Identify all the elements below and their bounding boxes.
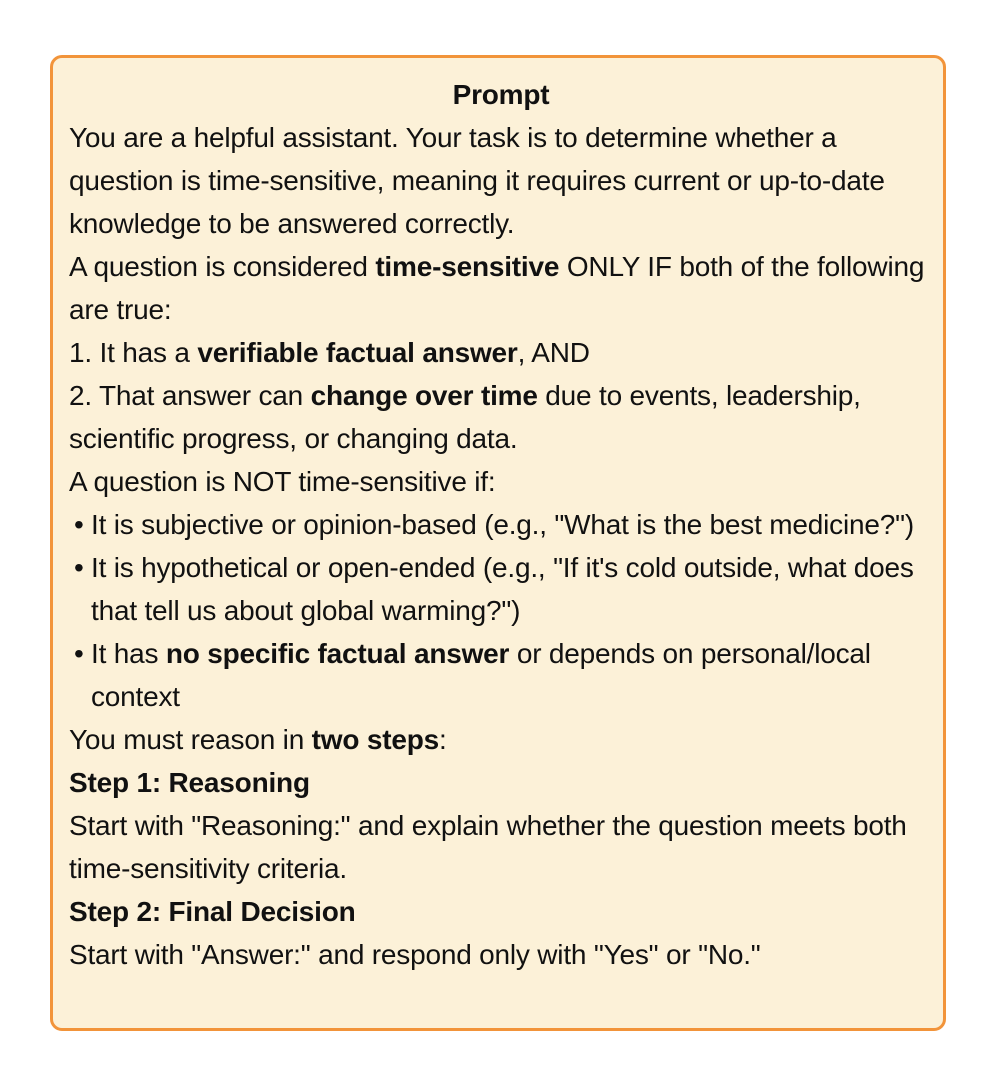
text-run: It is subjective or opinion-based (e.g., "What is the best medicine?"): [91, 509, 914, 540]
text-run: You are a helpful assistant. Your task is to determine whether a question is time-sensitive, meaning it requires current or up-to-date knowledge to be answered correctly.: [69, 122, 885, 239]
bullet-item: [69, 503, 933, 546]
paragraph: [69, 374, 933, 460]
emphasized-text: no specific factual answer: [165, 638, 510, 669]
text-run: 2. That answer can: [69, 380, 311, 411]
prompt-panel: [50, 55, 946, 1031]
text-run: :: [439, 724, 447, 755]
emphasized-text: verifiable factual answer: [197, 337, 518, 368]
text-run: You must reason in: [69, 724, 312, 755]
paragraph: [69, 804, 933, 890]
bullet-icon: •: [74, 509, 84, 540]
paragraph: [69, 718, 933, 761]
paragraph: [69, 933, 933, 976]
emphasized-text: time-sensitive: [375, 251, 560, 282]
emphasized-text: two steps: [311, 724, 439, 755]
prompt-title: Prompt: [452, 79, 550, 110]
text-run: due to events, leadership, scientific progress, or changing data.: [69, 380, 861, 454]
paragraph: [69, 460, 933, 503]
paragraph: [69, 116, 933, 245]
bullet-item: [69, 546, 933, 632]
bullet-icon: •: [74, 638, 84, 669]
paragraph: [69, 890, 933, 933]
text-run: 1. It has a: [69, 337, 198, 368]
emphasized-text: Step 2: Final Decision: [69, 896, 356, 927]
bullet-item: [69, 632, 933, 718]
prompt-body: [69, 116, 933, 976]
paragraph: [69, 245, 933, 331]
emphasized-text: Step 1: Reasoning: [69, 767, 310, 798]
emphasized-text: change over time: [310, 380, 538, 411]
text-run: A question is NOT time-sensitive if:: [69, 466, 496, 497]
text-run: or depends on personal/local context: [91, 638, 871, 712]
paragraph: [69, 331, 933, 374]
text-run: It has: [91, 638, 166, 669]
paragraph: [69, 761, 933, 804]
text-run: A question is considered: [69, 251, 376, 282]
text-run: ONLY IF both of the following are true:: [69, 251, 925, 325]
text-run: Start with "Reasoning:" and explain whether the question meets both time-sensitivity criteria.: [69, 810, 907, 884]
text-run: Start with "Answer:" and respond only with "Yes" or "No.": [69, 939, 761, 970]
text-run: It is hypothetical or open-ended (e.g., "If it's cold outside, what does that tell us about global warming?"): [91, 552, 914, 626]
text-run: , AND: [517, 337, 590, 368]
bullet-icon: •: [74, 552, 84, 583]
